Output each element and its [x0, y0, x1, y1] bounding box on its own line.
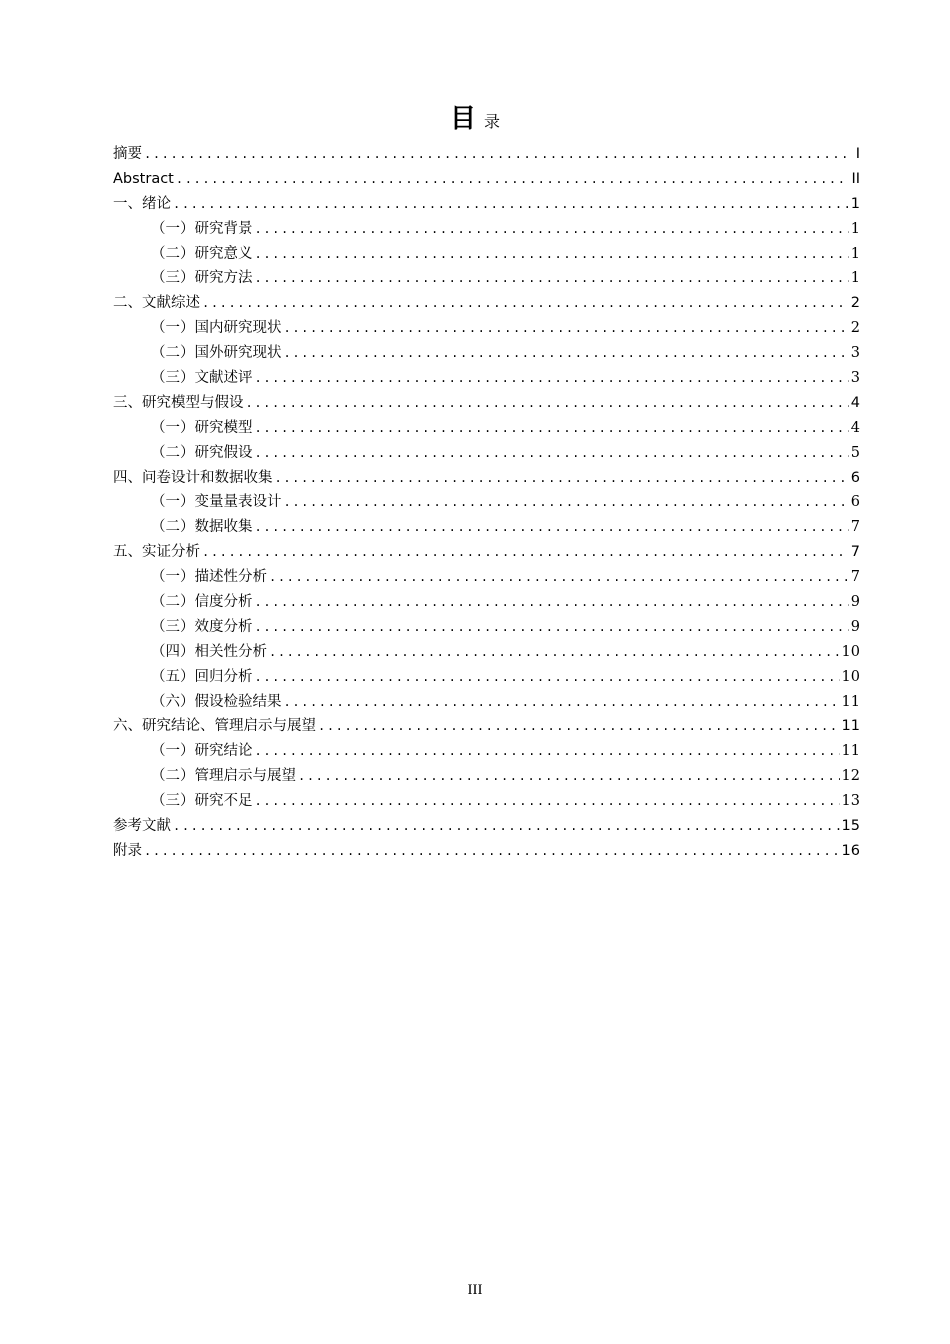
- toc-leader-dots: [255, 242, 849, 267]
- toc-entry[interactable]: [113, 540, 860, 565]
- toc-entry[interactable]: [113, 391, 860, 416]
- toc-entry-page: 2: [850, 295, 860, 312]
- toc-leader-dots: [318, 714, 840, 739]
- toc-entry-page: 7: [850, 544, 860, 561]
- toc-entry-label: 三、研究模型与假设: [113, 394, 244, 411]
- toc-entry-page: 11: [841, 693, 860, 710]
- toc-entry-label: 附录: [113, 842, 142, 859]
- toc-entry-label: （二）国外研究现状: [151, 345, 282, 362]
- toc-entry-page: 16: [841, 842, 860, 859]
- toc-entry[interactable]: [113, 814, 860, 839]
- toc-leader-dots: [275, 466, 849, 491]
- toc-entry[interactable]: [113, 565, 860, 590]
- toc-entry-label: （五）回归分析: [151, 668, 253, 685]
- toc-entry[interactable]: [113, 266, 860, 291]
- toc-leader-dots: [144, 839, 840, 864]
- toc-entry[interactable]: [113, 515, 860, 540]
- toc-leader-dots: [144, 142, 850, 167]
- toc-entry-page: 5: [850, 444, 860, 461]
- toc-entry[interactable]: [113, 242, 860, 267]
- toc-entry-label: （一）研究结论: [151, 743, 253, 760]
- toc-entry-label: （二）管理启示与展望: [151, 768, 296, 785]
- toc-leader-dots: [255, 590, 849, 615]
- toc-title-sub: 录: [484, 112, 501, 131]
- toc-entry-page: 12: [841, 768, 860, 785]
- toc-leader-dots: [202, 291, 849, 316]
- toc-entry[interactable]: [113, 416, 860, 441]
- toc-entry[interactable]: [113, 441, 860, 466]
- toc-entry-page: 13: [841, 793, 860, 810]
- toc-entry-label: （三）研究不足: [151, 793, 253, 810]
- toc-entry[interactable]: [113, 341, 860, 366]
- toc-leader-dots: [255, 789, 840, 814]
- toc-leader-dots: [255, 416, 849, 441]
- toc-entry[interactable]: [113, 466, 860, 491]
- toc-entry-label: （二）研究意义: [151, 245, 253, 262]
- toc-entry-page: 6: [850, 494, 860, 511]
- toc-entry-label: 参考文献: [113, 818, 171, 835]
- toc-entry-label: （二）研究假设: [151, 444, 253, 461]
- toc-title: [0, 98, 950, 135]
- toc-title-main: 目: [449, 104, 476, 134]
- toc-entry-page: 1: [850, 195, 860, 212]
- toc-leader-dots: [284, 690, 840, 715]
- toc-entry-page: 3: [850, 370, 860, 387]
- toc-entry[interactable]: [113, 217, 860, 242]
- toc-leader-dots: [176, 167, 850, 192]
- toc-entry-page: 11: [841, 718, 860, 735]
- toc-entry-label: （四）相关性分析: [151, 643, 267, 660]
- toc-entry-label: （三）文献述评: [151, 370, 253, 387]
- toc-leader-dots: [173, 814, 840, 839]
- toc-entry-page: 1: [850, 245, 860, 262]
- toc-entry-page: II: [851, 170, 860, 187]
- toc-leader-dots: [255, 739, 840, 764]
- toc-entry-label: 五、实证分析: [113, 544, 200, 561]
- toc-leader-dots: [255, 441, 849, 466]
- toc-leader-dots: [284, 341, 849, 366]
- toc-leader-dots: [269, 640, 840, 665]
- toc-entry[interactable]: [113, 764, 860, 789]
- toc-entry[interactable]: [113, 789, 860, 814]
- toc-leader-dots: [298, 764, 840, 789]
- toc-entry-label: 二、文献综述: [113, 295, 200, 312]
- toc-entry-label: （二）数据收集: [151, 519, 253, 536]
- toc-entry-page: 9: [850, 594, 860, 611]
- toc-entry-label: （一）研究背景: [151, 220, 253, 237]
- toc-entry-label: （六）假设检验结果: [151, 693, 282, 710]
- toc-leader-dots: [284, 490, 849, 515]
- toc-entry-label: （一）研究模型: [151, 419, 253, 436]
- toc-entry[interactable]: [113, 366, 860, 391]
- toc-leader-dots: [255, 615, 849, 640]
- toc-entry[interactable]: [113, 167, 860, 192]
- toc-entry-page: I: [855, 146, 860, 162]
- toc-entry-label: 六、研究结论、管理启示与展望: [113, 718, 316, 735]
- toc-entry-page: 15: [841, 818, 860, 835]
- toc-leader-dots: [255, 665, 840, 690]
- page-number: III: [467, 1282, 483, 1298]
- toc-entry-label: （三）效度分析: [151, 618, 253, 635]
- toc-entry-page: 1: [850, 220, 860, 237]
- toc-entry-label: 一、绪论: [113, 195, 171, 212]
- toc-entry-page: 4: [850, 394, 860, 411]
- toc-entry-label: 四、问卷设计和数据收集: [113, 469, 273, 486]
- toc-entry-label: （一）变量量表设计: [151, 494, 282, 511]
- toc-leader-dots: [284, 316, 849, 341]
- toc-entry-page: 7: [850, 519, 860, 536]
- toc-leader-dots: [255, 266, 849, 291]
- toc-entry-label: （一）描述性分析: [151, 569, 267, 586]
- toc-entry-page: 3: [850, 345, 860, 362]
- toc-entry[interactable]: [113, 490, 860, 515]
- toc-entry[interactable]: [113, 839, 860, 864]
- toc-entry-page: 1: [850, 270, 860, 287]
- toc-entry[interactable]: [113, 590, 860, 615]
- toc-entry[interactable]: [113, 640, 860, 665]
- toc-entry-page: 11: [841, 743, 860, 760]
- toc-entry[interactable]: [113, 690, 860, 715]
- toc-entry[interactable]: [113, 316, 860, 341]
- toc-entry-page: 6: [850, 469, 860, 486]
- toc-leader-dots: [246, 391, 849, 416]
- toc-entry-page: 7: [850, 569, 860, 586]
- toc-leader-dots: [173, 192, 849, 217]
- toc-entry-page: 10: [841, 643, 860, 660]
- table-of-contents: [113, 142, 860, 864]
- toc-leader-dots: [255, 366, 849, 391]
- toc-leader-dots: [202, 540, 849, 565]
- toc-entry[interactable]: [113, 192, 860, 217]
- toc-entry-label: （二）信度分析: [151, 594, 253, 611]
- toc-entry-label: 摘要: [113, 146, 142, 162]
- toc-entry[interactable]: [113, 142, 860, 167]
- toc-entry-page: 2: [850, 320, 860, 337]
- toc-leader-dots: [255, 217, 849, 242]
- toc-entry[interactable]: [113, 665, 860, 690]
- toc-leader-dots: [269, 565, 849, 590]
- toc-entry[interactable]: [113, 615, 860, 640]
- toc-entry[interactable]: [113, 739, 860, 764]
- toc-entry[interactable]: [113, 714, 860, 739]
- toc-entry-label: Abstract: [113, 170, 174, 187]
- toc-entry-label: （一）国内研究现状: [151, 320, 282, 337]
- toc-leader-dots: [255, 515, 849, 540]
- toc-entry-page: 9: [850, 618, 860, 635]
- toc-entry-page: 4: [850, 419, 860, 436]
- toc-entry[interactable]: [113, 291, 860, 316]
- toc-entry-label: （三）研究方法: [151, 270, 253, 287]
- toc-entry-page: 10: [841, 668, 860, 685]
